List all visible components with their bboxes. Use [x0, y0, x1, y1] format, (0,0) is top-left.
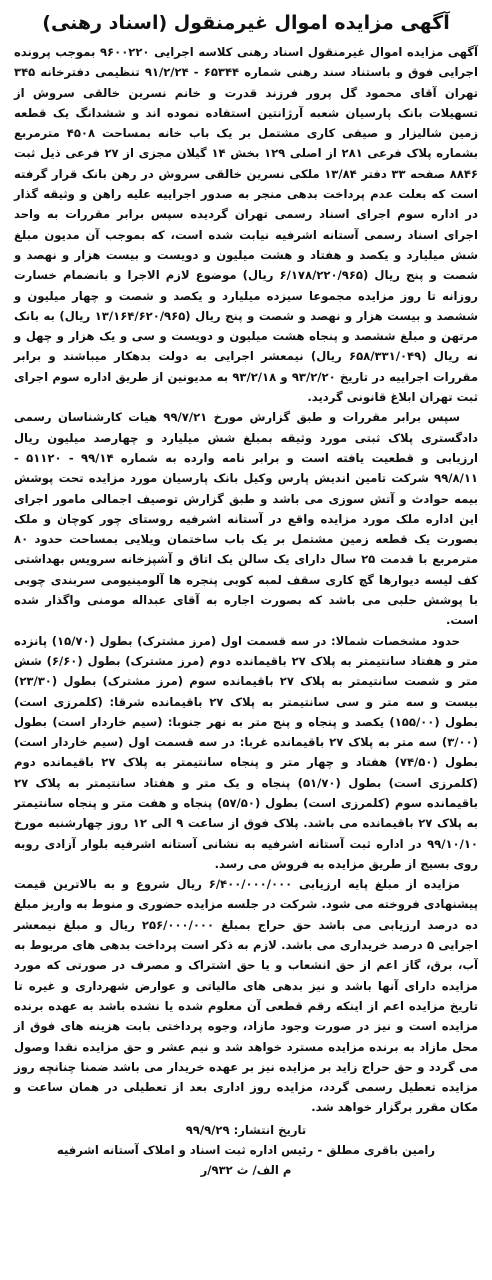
signature: رامین باقری مطلق - رئیس اداره ثبت اسناد و املاک آستانه اشرفیه [56, 1142, 436, 1157]
publish-date: تاریخ انتشار: ۹۹/۹/۲۹ [185, 1122, 307, 1137]
notice-title: آگهی مزایده اموال غیرمنقول (اسناد رهنی) [42, 12, 450, 34]
notice-paragraph-boundaries: حدود مشخصات شمالا: در سه قسمت اول (مرز مشترک) بطول (۱۵/۷۰) پانزده متر و هفتاد سانتیمتر به پلاک ۲۷ باقیمانده دوم (مرز مشترک) بطول (۶/۶۰) شش متر و شصت سانتیمتر به پلاک ۲۷ باقیمانده سوم (مرز مشترک) بطول (۲۳/۳۰) بیست و سه متر و سی سانتیمتر به پلاک ۲۷ باقیمانده شرقا: (کلمرزی است) بطول (۱۵۵/۰۰) یکصد و پنجاه و پنج متر به نهر جنوبا: (سیم خاردار است) بطول (۳/۰۰) سه متر به پلاک ۲۷ باقیمانده غربا: در سه قسمت اول (سیم خاردار است) بطول (۷۴/۵۰) هفتاد و چهار متر و پنجاه سانتیمتر به پلاک ۲۷ باقیمانده دوم (کلمرزی است) بطول (۵۱/۷۰) پنجاه و یک متر و هفتاد سانتیمتر به پلاک ۲۷ باقیمانده سوم (کلمرزی است) بطول (۵۷/۵۰) پنجاه و هفت متر و پنجاه سانتیمتر به پلاک ۲۷ باقیمانده می باشد. پلاک فوق از ساعت ۹ الی ۱۲ روز چهارشنبه مورخ ۹۹/۱۰/۱۰ در اداره ثبت آستانه اشرفیه به نشانی آستانه اشرفیه بلوار آزادی روبه روی بسیج از طریق مزایده به فروش می رسد. [14, 633, 479, 871]
notice-paragraph-terms: مزایده از مبلغ پایه ارزیابی ۶/۴۰۰/۰۰۰/۰۰۰ ریال شروع و به بالاترین قیمت پیشنهادی فروخته می شود. شرکت در جلسه مزایده حضوری و منوط به واریز مبلغ ده درصد ارزیابی می باشد حق حراج بمبلغ ۲۵۶/۰۰۰/۰۰۰ ریال و مبلغ نیمعشر اجرایی ۵ درصد خریداری می باشد. لازم به ذکر است پرداخت بدهی های مربوط به آب، برق، گاز اعم از حق انشعاب و یا حق اشتراک و مصرف در صورتی که مورد مزایده دارای آنها باشد و نیز بدهی های مالیاتی و عوارض شهرداری و غیره تا تاریخ مزایده اعم از اینکه رقم قطعی آن معلوم شده یا نشده باشد به عهده برنده مزایده است و نیز در صورت وجود مازاد، وجوه پرداختی بابت هزینه های فوق از محل مازاد به برنده مزایده مسترد خواهد شد و نیم عشر و حق مزایده نقدا وصول می گردد و حق حراج زاید بر مزایده نیز بر عهده خریدار می باشد ضمنا چنانچه روز مزایده تعطیل رسمی گردد، مزایده روز اداری بعد از تعطیلی در همان ساعت و مکان مقرر برگزار خواهد شد. [14, 877, 478, 1115]
notice-paragraph-appraisal: سپس برابر مقررات و طبق گزارش مورخ ۹۹/۷/۲۱ هیات کارشناسان رسمی دادگستری پلاک ثبتی مورد وثیقه بمبلغ شش میلیارد و چهارصد میلیون ریال ارزیابی و قطعیت یافته است و برابر نامه وارده به شماره ۹۹/۱۴ - ۵۱۱۲۰ - ۹۹/۸/۱۱ شرکت تامین اندیش پارس وکیل بانک پارسیان مورد مزایده تحت پوشش بیمه حوادث و آتش سوزی می باشد و طبق گزارش توصیف اجمالی مامور اجرای این اداره ملک مورد مزایده واقع در آستانه اشرفیه روستای چور کوچان و ملک بصورت یک قطعه زمین مشتمل بر یک باب ساختمان ویلایی بمساحت حدود ۸۰ مترمربع با قدمت ۲۵ سال دارای یک سالن یک اتاق و آشپزخانه سرویس بهداشتی کف لیسه دیوارها گچ کاری سقف لمبه کوبی پنجره ها آلومینیومی سربندی چوبی با پوشش حلبی می باشد که بصورت اجاره به آقای عبداله مومنی واگذار شده است. [14, 410, 479, 628]
reference-code: م الف/ ث ۹۳۲/ر [200, 1162, 292, 1177]
notice-paragraph-intro: آگهی مزایده اموال غیرمنقول اسناد رهنی کلاسه اجرایی ۹۶۰۰۲۲۰ بموجب پرونده اجرایی فوق و باستناد سند رهنی شماره ۶۵۳۴۴ - ۹۱/۲/۲۴ تنظیمی دفترخانه ۳۴۵ تهران آقای محمود گل پرور فرزند قدرت و خانم نسرین خالقی سروش از تسهیلات بانک پارسیان شعبه آرژانتین استفاده نموده اند و ششدانگ یک قطعه زمین شالیزار و صیفی کاری مشتمل بر یک باب خانه بمساحت ۴۵۰۸ مترمربع بشماره پلاک فرعی ۲۸۱ از اصلی ۱۲۹ بخش ۱۴ گیلان مجزی از ۲۷ فرعی ذیل ثبت ۸۸۴۶ صفحه ۳۳ دفتر ۱۳/۸۴ ملکی نسرین خالقی سروش در رهن بانک قرار گرفته است که بعلت عدم پرداخت بدهی منجر به صدور اجراییه علیه راهن و وثیقه گذار در اداره سوم اجرای اسناد رسمی تهران گردیده سپس برابر مقررات به واحد اجرای اسناد رسمی آستانه اشرفیه نیابت شده است، که بموجب آن مدیون مبلغ شش میلیارد و یکصد و هفتاد و هشت میلیون و دویست و بیست هزار و نهصد و شصت و پنج ریال (۶/۱۷۸/۲۲۰/۹۶۵ ریال) موضوع لازم الاجرا و بانضمام خسارت روزانه تا روز مزایده مجموعا سیزده میلیارد و یکصد و شصت و چهار میلیون و ششصد و بیست هزار و نهصد و شصت و پنج ریال (۱۳/۱۶۴/۶۲۰/۹۶۵ ریال) به بانک مرتهن و مبلغ ششصد و پنجاه هشت میلیون و دویست و سی و یک هزار و چهل و نه ریال (۶۵۸/۳۳۱/۰۴۹ ریال) نیمعشر اجرایی به دولت بدهکار میباشند و برابر مقررات اجراییه در تاریخ ۹۳/۲/۲۰ و ۹۳/۲/۱۸ به مدیونین از طریق اداره سوم اجرای ثبت تهران ابلاغ قانونی گردید. [14, 45, 479, 405]
